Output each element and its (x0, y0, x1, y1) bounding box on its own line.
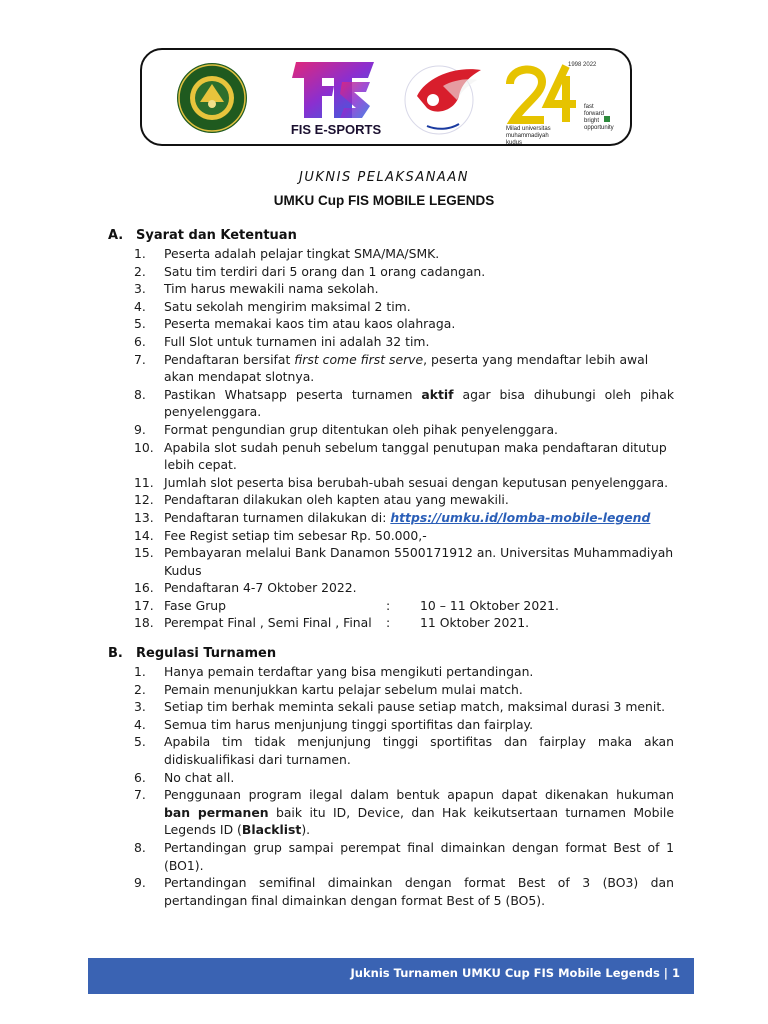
list-item: 2. Satu tim terdiri dari 5 orang dan 1 orang cadangan. (134, 263, 486, 279)
doc-title-italic: JUKNIS PELAKSANAAN (299, 170, 469, 185)
list-item: 3. Tim harus mewakili nama sekolah. (134, 281, 379, 297)
section-b-list (134, 663, 674, 909)
list-item: 15. Pembayaran melalui Bank Danamon 5500171912 an. Universitas Muhammadiyah Kudus (134, 545, 674, 578)
section-letter: A. (108, 228, 124, 243)
list-item: 5. Peserta memakai kaos tim atau kaos olahraga. (134, 316, 456, 332)
list-item: 1. Peserta adalah pelajar tingkat SMA/MA/SMK. (134, 246, 440, 261)
list-item: 8. Pertandingan grup sampai perempat final dimainkan dengan format Best of 1 (BO1). (134, 839, 674, 873)
milad-24-logo (504, 56, 626, 146)
list-item: 3. Setiap tim berhak meminta sekali pause setiap match, maksimal durasi 3 menit. (134, 699, 666, 715)
list-item: 6. No chat all. (134, 769, 235, 785)
list-item: 2. Pemain menunjukkan kartu pelajar sebelum mulai match. (134, 681, 523, 697)
section-a-list (134, 245, 674, 632)
list-item: 4. Satu sekolah mengirim maksimal 2 tim. (134, 298, 411, 314)
list-item: 7. Penggunaan program ilegal dalam bentuk apapun dapat dikenakan hukuman ban permanen baik itu ID, Device, dan Hak keikutsertaan turnamen Mobile Legends ID (Blacklist). (134, 787, 674, 838)
list-item: 10. Apabila slot sudah penuh sebelum tanggal penutupan maka pendaftaran ditutup lebih cepat. (134, 439, 667, 473)
umk-seal-logo (176, 62, 248, 134)
list-item: 5. Apabila tim tidak menjunjung tinggi sportifitas dan fairplay maka akan didiskualifikasi dari turnamen. (134, 734, 674, 767)
pbesi-logo (397, 56, 495, 142)
list-item: 1. Hanya pemain terdaftar yang bisa mengikuti pertandingan. (134, 664, 534, 679)
doc-title-main: UMKU Cup FIS MOBILE LEGENDS (273, 193, 495, 208)
logo-header (140, 48, 632, 146)
footer-text: Juknis Turnamen UMKU Cup FIS Mobile Legends | 1 (350, 966, 680, 980)
section-title: Regulasi Turnamen (136, 646, 277, 661)
fis-logo-text: FIS E-SPORTS (290, 122, 382, 137)
list-item: 11. Jumlah slot peserta bisa berubah-ubah sesuai dengan keputusan penyelenggara. (134, 474, 669, 490)
anniv-subtitle: Milad universitas muhammadiyah kudus (506, 126, 551, 146)
list-item: 17. Fase Grup : 10 – 11 Oktober 2021. (134, 597, 559, 613)
section-letter: B. (108, 646, 123, 661)
list-item: 7. Pendaftaran bersifat first come first serve, peserta yang mendaftar lebih awal akan mendapat slotnya. (134, 351, 649, 385)
list-item: 12. Pendaftaran dilakukan oleh kapten atau yang mewakili. (134, 492, 509, 508)
list-item: 14. Fee Regist setiap tim sebesar Rp. 50.000,- (134, 527, 427, 543)
list-item: 9. Pertandingan semifinal dimainkan dengan format Best of 3 (BO3) dan pertandingan final dimainkan dengan format Best of 5 (BO5). (134, 875, 674, 908)
list-item: 9. Format pengundian grup ditentukan oleh pihak penyelenggara. (134, 421, 558, 437)
list-item: 8. Pastikan Whatsapp peserta turnamen aktif agar bisa dihubungi oleh pihak penyelenggara. (134, 386, 674, 420)
list-item: 6. Full Slot untuk turnamen ini adalah 32 tim. (134, 333, 430, 349)
list-item: 4. Semua tim harus menjunjung tinggi sportifitas dan fairplay. (134, 716, 534, 732)
list-item: 18. Perempat Final , Semi Final , Final : 11 Oktober 2021. (134, 615, 530, 631)
fis-emblem-icon (282, 58, 386, 122)
section-b-heading (108, 646, 276, 661)
anniv-tagline: fast forward bright opportunity (584, 104, 614, 131)
list-item: 13. Pendaftaran turnamen dilakukan di: https://umku.id/lomba-mobile-legend (134, 509, 651, 525)
registration-link[interactable]: https://umku.id/lomba-mobile-legend (390, 509, 651, 525)
fis-esports-logo (282, 58, 386, 144)
section-a-heading (108, 228, 297, 243)
list-item: 16. Pendaftaran 4-7 Oktober 2022. (134, 580, 357, 596)
anniv-years: 1998 2022 (568, 62, 597, 68)
section-title: Syarat dan Ketentuan (136, 228, 297, 243)
